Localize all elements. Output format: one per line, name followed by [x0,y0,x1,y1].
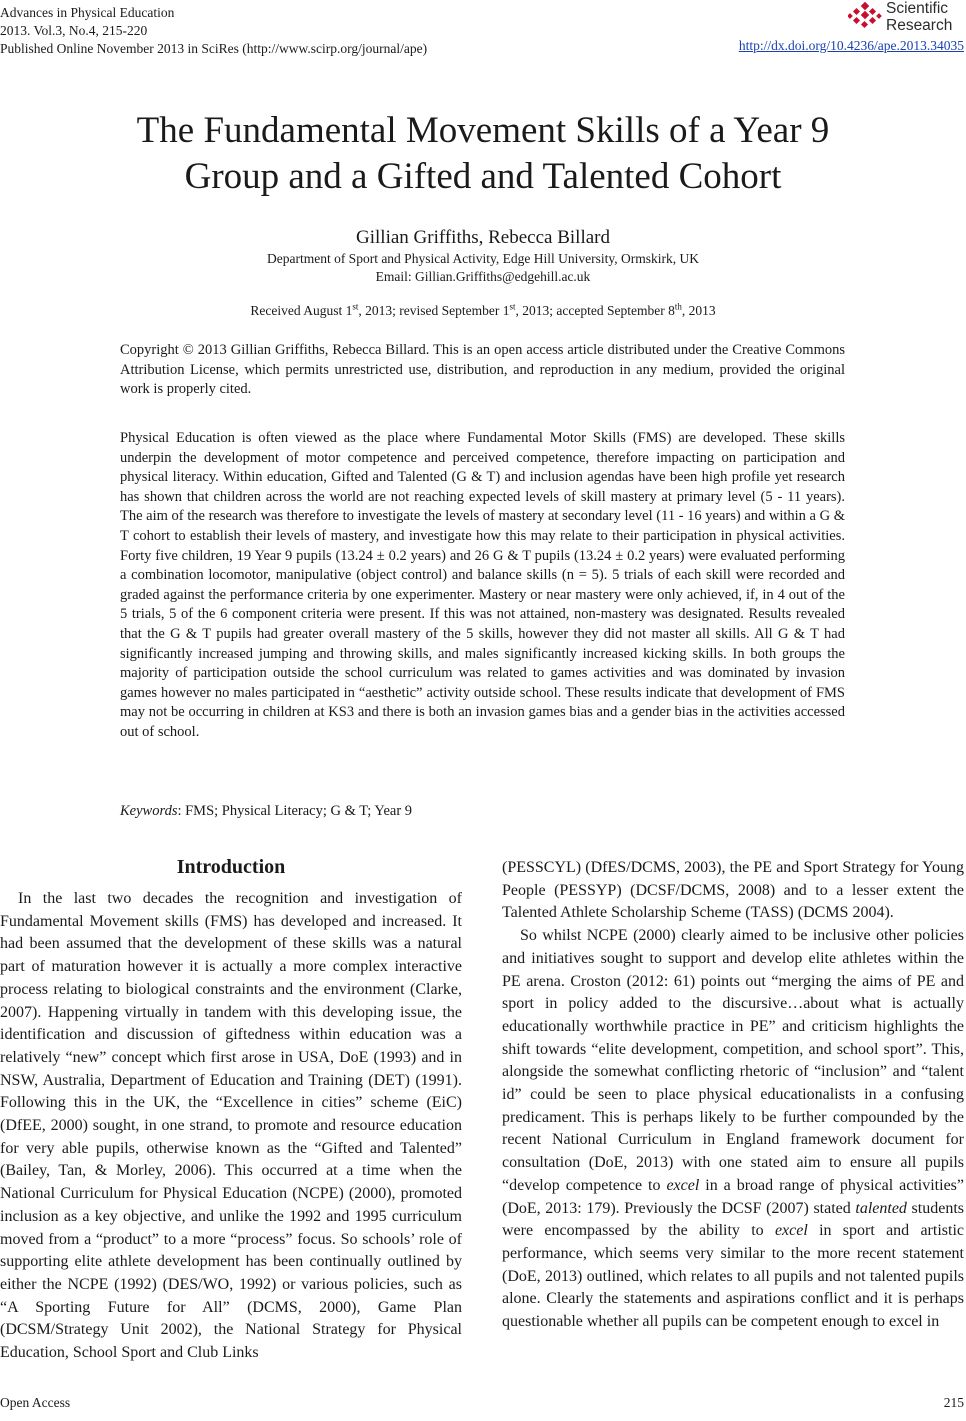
abstract: Physical Education is often viewed as the place where Fundamental Motor Skills (FMS) are developed. These skills underpin the development of motor competence and perceived competence, therefore impacting on participation and physical literacy. Within education, Gifted and Talented (G & T) and inclusion agendas have been high profile yet research has shown that children across the world are not reaching expected levels of skill mastery at primary level (5 - 11 years). The aim of the research was therefore to investigate the levels of mastery at secondary level (11 - 16 years) and within a G & T cohort to establish their levels of mastery, and investigate how this may relate to their participation in physical activities. Forty five children, 19 Year 9 pupils (13.24 ± 0.2 years) and 26 G & T pupils (13.24 ± 0.2 years) were evaluated performing a combination locomotor, manipulative (object control) and balance skills (n = 5). 5 trials of each skill were recorded and graded against the performance criteria by one experimenter. Mastery or near mastery were only achieved, if, in 4 out of the 5 trials, 5 of the 6 component criteria were present. If this was not attained, non-mastery was designated. Results revealed that the G & T pupils had greater overall mastery of the 5 skills, however they did not master all skills. All G & T had significantly increased jumping and throwing skills, and males significantly increased kicking skills. In both groups the majority of participation outside the school curriculum was related to games activities and was dominated by invasion games however no males participated in “aesthetic” activity outside school. These results indicate that development of FMS may not be occurring in children at KS3 and there is both an invasion games bias and a gender bias in the activities accessed out of school. [120,430,845,740]
keywords-label: Keywords [120,803,178,819]
received-dates: Received August 1st, 2013; revised September 1st, 2013; accepted September 8th, 2013 [250,301,716,318]
publisher-logo-icon [848,2,884,36]
publication-info: Published Online November 2013 in SciRes (http://www.scirp.org/journal/ape) [0,41,428,56]
paper-title: The Fundamental Movement Skills of a Year 9 Group and a Gifted and Talented Cohort [136,110,830,197]
paragraph: So whilst NCPE (2000) clearly aimed to be inclusive other policies and initiatives sought to support and develop elite athletes within the PE arena. Croston (2012: 61) points out “merging the aims of PE and sport in policy added to the discursive…about what is actually educationally worthwhile practice in PE” and criticism highlights the shift towards “elite development, competition, and school sport”. This, alongside the somewhat conflicting rhetoric of “inclusion” and “talent id” could be seen to place physical educationalists in a confusing predicament. This is perhaps likely to be further compounded by the recent National Curriculum in England framework document for consultation (DoE, 2013) with one stated aim to ensure all pupils “develop competence to excel in a broad range of physical activities” (DoE, 2013: 179). Previously the DCSF (2007) stated talented students were encompassed by the ability to excel in sport and artistic performance, which seems very similar to the more recent statement (DoE, 2013) outlined, which relates to all pupils and not talented pupils alone. Clearly the statements and aspirations conflict and it is perhaps questionable whether all pupils can be competent enough to excel in [502,927,965,1331]
journal-volume: 2013. Vol.3, No.4, 215-220 [0,23,148,38]
page-number: 215 [943,1395,964,1410]
keywords: Keywords: FMS; Physical Literacy; G & T; Year 9 [120,803,413,819]
paragraph: (PESSCYL) (DfES/DCMS, 2003), the PE and Sport Strategy for Young People (PESSYP) (DCSF/DCMS, 2008) and to a lesser extent the Talented Athlete Scholarship Scheme (TASS) (DCMS 2004). [502,859,964,922]
affiliation: Department of Sport and Physical Activity, Edge Hill University, Ormskirk, UK Email: Gillian.Griffiths@edgehill.ac.uk [0,250,966,286]
right-column [502,857,964,1334]
copyright-notice: Copyright © 2013 Gillian Griffiths, Rebecca Billard. This is an open access article distributed under the Creative Commons Attribution License, which permits unrestricted use, distribution, and reproduction in any medium, provided the original work is properly cited. [120,342,845,398]
doi-link[interactable]: http://dx.doi.org/10.4236/ape.2013.34035 [738,38,964,53]
left-column [0,888,462,1365]
journal-name: Advances in Physical Education [0,5,175,20]
section-heading-introduction: Introduction [176,856,286,878]
paragraph: In the last two decades the recognition and investigation of Fundamental Movement skills (FMS) has developed and increased. It had been assumed that the development of these skills was a natural part of maturation however it is actually a more complex interactive process relating to biological constraints and the environment (Clarke, 2007). Happening virtually in tandem with this developing issue, the identification and discussion of giftedness within education was a relatively “new” concept which first arose in USA, DoE (1993) and in NSW, Australia, Department of Education and Training (DET) (1991). Following this in the UK, the “Excellence in cities” scheme (EiC) (DfEE, 2000) sought, in one strand, to promote and resource education for very able pupils, otherwise known as the “Gifted and Talented” (Bailey, Tan, & Morley, 2006). This occurred at a time when the National Curriculum for Physical Education (NCPE) (2000), promoted inclusion as a key objective, and unlike the 1992 and 1995 curriculum moved from a “product” to a more “process” focus. So schools’ role of supporting elite athlete development has been continually outlined by either the NCPE (1992) (DES/WO, 1992) or various policies, such as “A Sporting Future for All” (DCMS, 2000), Game Plan (DCSM/Strategy Unit 2002), the National Strategy for Physical Education, School Sport and Club Links [0,890,462,1362]
publisher-logo [848,2,958,36]
publisher-logo-text: Scientific Research [886,0,953,34]
authors: Gillian Griffiths, Rebecca Billard [356,227,610,248]
author-email: Email: Gillian.Griffiths@edgehill.ac.uk [375,269,591,284]
footer-open-access: Open Access [0,1395,71,1410]
